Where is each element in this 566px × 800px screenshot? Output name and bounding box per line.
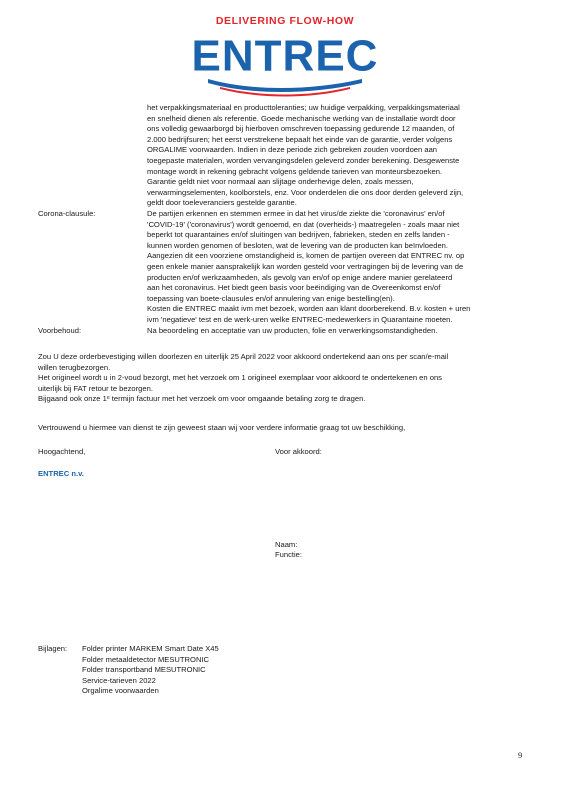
text-line: Zou U deze orderbevestiging willen doorlezen en uiterlijk 25 April 2022 voor akkoord ondertekend aan ons per scan/e-mail: [38, 352, 449, 361]
company-name: ENTREC n.v.: [38, 469, 84, 478]
list-item: Orgalime voorwaarden: [82, 686, 159, 696]
text-line: Garantie geldt niet voor normaal aan slijtage onderhevige delen, zoals messen,: [147, 177, 414, 187]
text-line: toepassing van boete-clausules en/of annulering van enige bestelling(en).: [147, 293, 395, 303]
logo-brand: ENTREC: [191, 32, 379, 81]
text-line: producten en/of werkzaamheden, als gevolg van en/of op enige andere manier gerelateerd: [147, 272, 453, 282]
text-line: ORGALIME voorwaarden. Indien in deze periode zich gebreken zouden voordoen aan: [147, 145, 438, 155]
text-line: aan het coronavirus. Het biedt geen basis voor beëindiging van de Overeenkomst en/of: [147, 283, 441, 293]
confirmation-paragraph: [38, 352, 448, 405]
list-item: Folder printer MARKEM Smart Date X45: [82, 644, 219, 653]
text-line: uiterlijk bij FAT retour te bezorgen.: [38, 383, 153, 393]
text-line: beperkt tot quarantaines en/of sluitingen van bedrijven, fabrieken, steden en zelfs landen -: [147, 230, 450, 240]
text-line: Het origineel wordt u in 2-voud bezorgt, met het verzoek om 1 origineel exemplaar voor akkoord te ondertekenen en ons: [38, 373, 442, 383]
text-line: Kosten die ENTREC maakt ivm met bezoek, worden aan klant doorberekend. B.v. kosten + uren: [147, 304, 471, 314]
warranty-paragraph: [147, 103, 463, 209]
text-line: verwarmingselementen, koolborstels, enz. Voor onderdelen die ons door derden geleverd zijn,: [147, 187, 464, 197]
entrec-logo: [190, 15, 380, 95]
attachments-list: [82, 644, 219, 697]
text-line: ons volledig gewaarborgd bij hierboven omschreven toepassing gedurende 12 maanden, of: [147, 124, 455, 134]
greeting-label: Hoogachtend,: [38, 447, 86, 456]
list-item: Service-tarieven 2022: [82, 675, 156, 685]
list-item: Folder metaaldetector MESUTRONIC: [82, 654, 210, 664]
text-line: toegepaste materialen, worden vervangingsdelen geleverd zonder berekening. Desgewenste: [147, 155, 460, 165]
corona-paragraph: [147, 209, 470, 326]
text-line: kunnen worden genomen of besloten, wat de levering van de producten kan beïnvloeden.: [147, 240, 449, 250]
text-line: en snelheid dienen als referentie. Goede mechanische werking van de installatie wordt door: [147, 113, 456, 123]
text-line: 2.000 bedrijfsuren; het eerst verstrekene bepaalt het einde van de garantie, verder volgens: [147, 134, 453, 144]
list-item: Folder transportband MESUTRONIC: [82, 665, 206, 675]
text-line: geldt door toeleveranciers gestelde garantie.: [147, 198, 297, 208]
text-line: De partijen erkennen en stemmen ermee in dat het virus/de ziekte die 'coronavirus' en/of: [147, 209, 445, 218]
function-label: Functie:: [275, 550, 303, 559]
name-label: Naam:: [275, 540, 298, 549]
text-line: geen enkele manier aansprakelijk kan worden gesteld voor vertragingen bij de levering van de: [147, 261, 464, 271]
text-line: Aangezien dit een voorziene omstandigheid is, komen de partijen overeen dat ENTREC nv. op: [147, 251, 465, 261]
corona-label: Corona-clausule:: [38, 209, 96, 218]
page-number: 9: [518, 750, 523, 760]
voorbehoud-label: Voorbehoud:: [38, 326, 82, 335]
text-line: ivm 'negatieve' test en de werk-uren welke ENTREC-medewerkers in Quarantaine moeten.: [147, 314, 453, 324]
logo-tagline: DELIVERING FLOW-HOW: [215, 15, 355, 27]
attachments-label: Bijlagen:: [38, 644, 68, 653]
logo-wave-icon: [190, 75, 380, 97]
voorbehoud-text: Na beoordeling en acceptatie van uw producten, folie en verwerkingsomstandigheden.: [147, 326, 438, 335]
text-line: montage wordt in rekening gebracht volgens geldende tarieven van monteursbezoeken.: [147, 166, 443, 176]
closing-line: Vertrouwend u hiermee van dienst te zijn geweest staan wij voor verdere informatie graag tot uw beschikking,: [38, 423, 406, 432]
text-line: het verpakkingsmateriaal en producttoleranties; uw huidige verpakking, verpakkingsmateriaal: [147, 103, 460, 112]
text-line: 'COVID-19' ('coronavirus') wordt genoemd, en dat (overheids-) maatregelen - zoals maar niet: [147, 219, 460, 229]
text-line: Bijgaand ook onze 1ᵉ termijn factuur met het verzoek om voor omgaande betaling zorg te dragen.: [38, 394, 366, 404]
text-line: willen terugbezorgen.: [38, 362, 111, 372]
approval-label: Voor akkoord:: [275, 447, 322, 456]
